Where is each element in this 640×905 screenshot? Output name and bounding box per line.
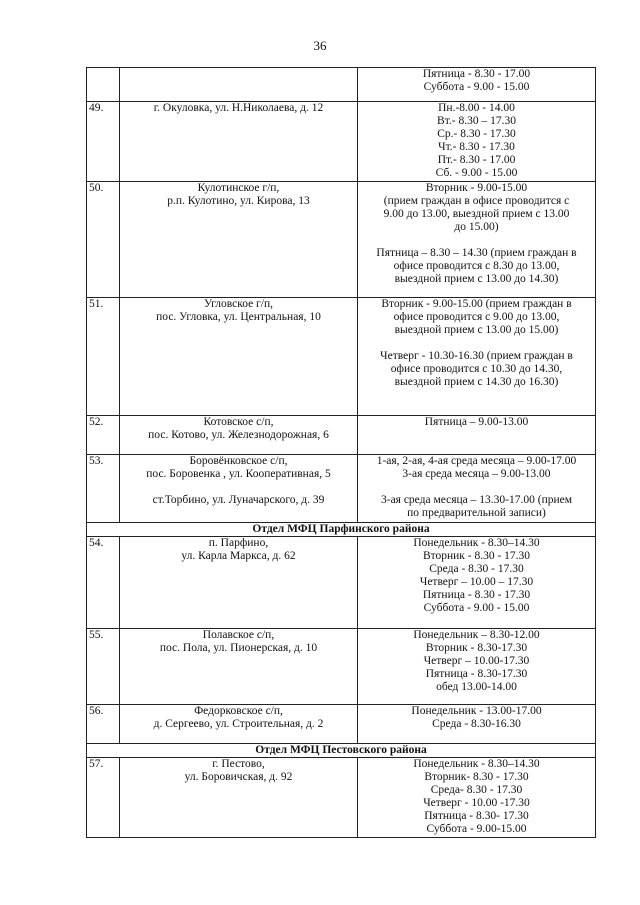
section-title: Отдел МФЦ Парфинского района: [87, 523, 596, 537]
office-address: [120, 68, 358, 102]
address-line: пос. Котово, ул. Железнодорожная, 6: [148, 429, 329, 441]
hours-line: по предварительной записи): [407, 507, 546, 519]
working-hours: [358, 537, 596, 629]
table-row: [87, 298, 596, 416]
hours-line: Пятница – 8.30 – 14.30 (прием граждан в: [376, 247, 577, 259]
office-address: [120, 102, 358, 182]
table-row: [87, 182, 596, 298]
working-hours: [358, 705, 596, 744]
hours-line: Четверг - 10.00 -17.30: [423, 797, 530, 809]
office-address: [120, 537, 358, 629]
table-row: [87, 416, 596, 455]
working-hours: [358, 629, 596, 705]
row-number: 51.: [87, 298, 120, 416]
address-line: Кулотинское г/п,: [197, 182, 280, 194]
hours-line: Суббота - 9.00 - 15.00: [423, 602, 530, 614]
hours-line: Вт.- 8.30 – 17.30: [437, 115, 516, 127]
working-hours: [358, 455, 596, 523]
row-number: 54.: [87, 537, 120, 629]
hours-line: [360, 481, 593, 494]
row-number: 52.: [87, 416, 120, 455]
address-line: Федорковское с/п,: [194, 705, 283, 717]
table-row: [87, 102, 596, 182]
hours-line: Понедельник – 8.30-12.00: [413, 629, 540, 641]
hours-line: Ср.- 8.30 - 17.30: [437, 128, 516, 140]
address-line: г. Окуловка, ул. Н.Николаева, д. 12: [153, 102, 324, 114]
table-row: [87, 455, 596, 523]
hours-line: Понедельник - 13.00-17.00: [411, 705, 542, 717]
office-address: [120, 455, 358, 523]
row-number: 49.: [87, 102, 120, 182]
table-row: [87, 537, 596, 629]
hours-line: [360, 337, 593, 350]
hours-line: Четверг – 10.00 – 17.30: [419, 576, 534, 588]
hours-line: Пятница - 8.30 - 17.30: [422, 589, 531, 601]
hours-line: до 15.00): [454, 221, 499, 233]
hours-line: Пятница - 8.30- 17.30: [424, 810, 529, 822]
office-address: [120, 416, 358, 455]
address-line: пос. Пола, ул. Пионерская, д. 10: [159, 642, 318, 654]
hours-line: Вторник - 8.30-17.30: [425, 642, 528, 654]
office-address: [120, 758, 358, 838]
section-title: Отдел МФЦ Пестовского района: [87, 744, 596, 758]
table-row: [87, 68, 596, 102]
hours-line: Вторник - 9.00-15.00: [425, 182, 528, 194]
hours-line: офисе проводится с 8.30 до 13.00,: [393, 260, 560, 272]
row-number: [87, 68, 120, 102]
working-hours: [358, 182, 596, 298]
hours-line: выездной прием с 13.00 до 15.00): [394, 324, 559, 336]
address-line: ст.Торбино, ул. Луначарского, д. 39: [152, 494, 325, 506]
address-line: ул. Карла Маркса, д. 62: [181, 550, 296, 562]
hours-line: Понедельник - 8.30–14.30: [413, 758, 540, 770]
mfc-schedule-table: [86, 67, 596, 838]
hours-line: Вторник - 9.00-15.00 (прием граждан в: [381, 298, 572, 310]
page-number: 36: [313, 38, 327, 53]
address-line: Угловское г/п,: [203, 298, 274, 310]
table-row: [87, 705, 596, 744]
hours-line: Среда - 8.30-16.30: [432, 718, 521, 730]
row-number: 56.: [87, 705, 120, 744]
hours-line: 9.00 до 13.00, выездной прием с 13.00: [383, 208, 570, 220]
hours-line: [360, 234, 593, 247]
hours-line: офисе проводится с 9.00 до 13.00,: [393, 311, 560, 323]
row-number: 53.: [87, 455, 120, 523]
hours-line: Среда - 8.30 - 17.30: [429, 563, 524, 575]
row-number: 57.: [87, 758, 120, 838]
hours-line: 3-ая среда месяца – 13.30-17.00 (прием: [380, 494, 573, 506]
hours-line: Вторник- 8.30 - 17.30: [424, 771, 529, 783]
hours-line: 1-ая, 2-ая, 4-ая среда месяца – 9.00-17.00: [376, 455, 577, 467]
address-line: ул. Боровичская, д. 92: [184, 771, 293, 783]
office-address: [120, 298, 358, 416]
working-hours: [358, 416, 596, 455]
hours-line: Вторник - 8.30 - 17.30: [422, 550, 531, 562]
address-line: пос. Угловка, ул. Центральная, 10: [156, 311, 321, 323]
working-hours: [358, 102, 596, 182]
address-line: п. Парфино,: [208, 537, 269, 549]
hours-line: Понедельник - 8.30–14.30: [413, 537, 540, 549]
address-line: Боровёнковское с/п,: [189, 455, 288, 467]
hours-line: Чт.- 8.30 - 17.30: [438, 141, 515, 153]
address-line: р.п. Кулотино, ул. Кирова, 13: [167, 195, 310, 207]
row-number: 50.: [87, 182, 120, 298]
hours-line: Пт.- 8.30 - 17.00: [437, 154, 516, 166]
address-line: пос. Боровенка , ул. Кооперативная, 5: [146, 468, 331, 480]
working-hours: [358, 758, 596, 838]
section-header-row: [87, 744, 596, 758]
address-line: д. Сергеево, ул. Строительная, д. 2: [153, 718, 324, 730]
working-hours: [358, 298, 596, 416]
table-row: [87, 629, 596, 705]
hours-line: Пн.-8.00 - 14.00: [438, 102, 515, 114]
hours-line: Пятница - 8.30-17.30: [425, 668, 528, 680]
hours-line: выездной прием с 13.00 до 14.30): [394, 273, 559, 285]
hours-line: Пятница – 9.00-13.00: [424, 416, 529, 428]
address-line: Полавское с/п,: [202, 629, 275, 641]
section-header-row: [87, 523, 596, 537]
hours-line: Суббота - 9.00-15.00: [426, 823, 527, 835]
hours-line: Четверг – 10.00-17.30: [423, 655, 530, 667]
working-hours: [358, 68, 596, 102]
office-address: [120, 705, 358, 744]
hours-line: Сб. - 9.00 - 15.00: [435, 167, 518, 179]
table-row: [87, 758, 596, 838]
hours-line: Среда- 8.30 - 17.30: [430, 784, 523, 796]
address-line: [122, 481, 355, 494]
hours-line: Пятница - 8.30 - 17.00: [422, 68, 531, 80]
hours-line: 3-ая среда месяца – 9.00-13.00: [402, 468, 551, 480]
row-number: 55.: [87, 629, 120, 705]
hours-line: Четверг - 10.30-16.30 (прием граждан в: [380, 350, 573, 362]
address-line: Котовское с/п,: [203, 416, 274, 428]
hours-line: Суббота - 9.00 - 15.00: [423, 81, 530, 93]
address-line: г. Пестово,: [212, 758, 265, 770]
hours-line: (прием граждан в офисе проводится с: [383, 195, 570, 207]
office-address: [120, 182, 358, 298]
hours-line: офисе проводится с 10.30 до 14.30,: [390, 363, 563, 375]
office-address: [120, 629, 358, 705]
hours-line: выездной прием с 14.30 до 16.30): [394, 376, 559, 388]
hours-line: обед 13.00-14.00: [436, 681, 517, 693]
